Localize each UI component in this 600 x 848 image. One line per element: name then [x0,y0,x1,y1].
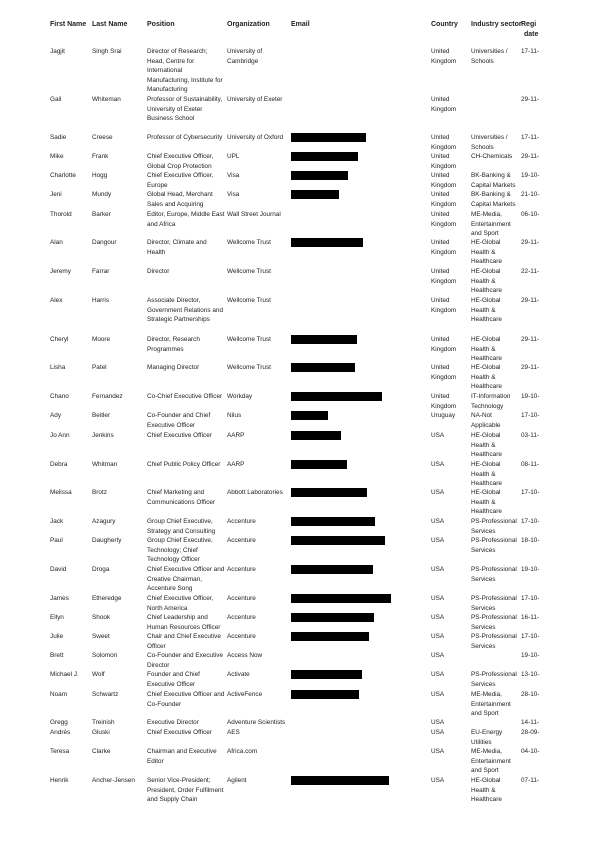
industry-sector-cell: PS-Professional Services [471,633,517,650]
position-cell: Professor of Cybersecurity [147,134,223,141]
position-cell: Chief Executive Officer, North America [147,595,214,612]
country-cell: USA [431,633,445,640]
first-name-cell: David [50,566,67,573]
registration-date-cell: 17-10- [521,518,540,525]
redaction-bar [291,190,339,199]
redaction-bar [291,411,328,420]
first-name-cell: Jack [50,518,64,525]
last-name-cell: Harris [92,297,110,304]
header-date-line2: date [524,31,539,38]
industry-sector-cell: ME-Media, Entertainment and Sport [471,211,511,238]
position-cell: Chief Leadership and Human Resources Officer [147,614,221,631]
redaction-bar [291,460,347,469]
first-name-cell: Ellyn [50,614,64,621]
position-cell: Director, Climate and Health [147,239,207,256]
industry-sector-cell: HE-Global Health & Healthcare [471,239,502,266]
header-industry-sector: Industry sector [471,21,522,28]
last-name-cell: Moore [92,336,111,343]
last-name-cell: Fernandez [92,393,123,400]
country-cell: USA [431,461,445,468]
first-name-cell: Chano [50,393,69,400]
industry-sector-cell: EU-Energy Utilities [471,729,503,746]
country-cell: United Kingdom [431,153,457,170]
redaction-bar [291,776,389,785]
industry-sector-cell: PS-Professional Services [471,595,517,612]
registration-date-cell: 22-11- [521,268,539,275]
first-name-cell: Gregg [50,719,68,726]
header-country: Country [431,21,458,28]
country-cell: United Kingdom [431,48,457,65]
redaction-bar [291,488,367,497]
industry-sector-cell: PS-Professional Services [471,566,517,583]
registration-date-cell: 17-10- [521,489,540,496]
registration-date-cell: 17-10- [521,595,540,602]
redaction-bar [291,632,369,641]
organization-cell: UPL [227,153,240,160]
country-cell: USA [431,748,445,755]
country-cell: United Kingdom [431,211,457,228]
position-cell: Chief Executive Officer, Global Crop Protection [147,153,214,170]
industry-sector-cell: HE-Global Health & Healthcare [471,777,502,804]
registration-date-cell: 18-10- [521,537,540,544]
redaction-bar [291,517,375,526]
organization-cell: Workday [227,393,253,400]
redaction-bar [291,613,374,622]
organization-cell: University of Exeter [227,96,283,103]
country-cell: United Kingdom [431,297,457,314]
industry-sector-cell: PS-Professional Services [471,537,517,554]
industry-sector-cell: ME-Media, Entertainment and Sport [471,748,511,775]
industry-sector-cell: CH-Chemicals [471,153,513,160]
last-name-cell: Brotz [92,489,107,496]
registration-date-cell: 19-10- [521,393,540,400]
redaction-bar [291,594,391,603]
country-cell: United Kingdom [431,134,457,151]
country-cell: United Kingdom [431,364,457,381]
position-cell: Associate Director, Government Relations and Strategic Partnerships [147,297,224,324]
organization-cell: Visa [227,172,240,179]
last-name-cell: Jenkins [92,432,114,439]
last-name-cell: Shook [92,614,111,621]
registration-date-cell: 19-10- [521,172,540,179]
country-cell: USA [431,652,445,659]
position-cell: Group Chief Executive, Technology; Chief Technology Officer [147,537,213,564]
redaction-bar [291,335,357,344]
redaction-bar [291,690,359,699]
redaction-bar [291,363,355,372]
registration-date-cell: 21-10- [521,191,540,198]
header-registration-date [521,20,551,40]
registration-date-cell: 28-09- [521,729,540,736]
first-name-cell: Jagjit [50,48,65,55]
position-cell: Chief Executive Officer [147,432,212,439]
first-name-cell: Gail [50,96,62,103]
industry-sector-cell: PS-Professional Services [471,671,517,688]
position-cell: Group Chief Executive, Strategy and Consulting [147,518,216,535]
first-name-cell: Brett [50,652,64,659]
redaction-bar [291,238,363,247]
last-name-cell: Gluski [92,729,110,736]
registration-date-cell: 29-11- [521,153,539,160]
position-cell: Co-Chief Executive Officer [147,393,223,400]
industry-sector-cell: BK-Banking & Capital Markets [471,172,516,189]
registration-date-cell: 29-11- [521,96,539,103]
organization-cell: Accenture [227,537,256,544]
organization-cell: Wall Street Journal [227,211,281,218]
last-name-cell: Clarke [92,748,111,755]
redaction-bar [291,152,358,161]
country-cell: United Kingdom [431,268,457,285]
redaction-bar [291,392,382,401]
country-cell: USA [431,595,445,602]
first-name-cell: Melissa [50,489,72,496]
organization-cell: Accenture [227,614,256,621]
last-name-cell: Solomon [92,652,118,659]
organization-cell: Visa [227,191,240,198]
organization-cell: Accenture [227,633,256,640]
position-cell: Chief Executive Officer and Co-Founder [147,691,225,708]
first-name-cell: Debra [50,461,68,468]
redaction-bar [291,536,385,545]
registration-date-cell: 29-11- [521,336,539,343]
position-cell: Co-Founder and Executive Director [147,652,224,669]
position-cell: Professor of Sustainability, University of Exeter Business School [147,96,223,123]
country-cell: United Kingdom [431,336,457,353]
registration-date-cell: 08-11- [521,461,539,468]
position-cell: Chair and Chief Executive Officer [147,633,221,650]
organization-cell: Abbott Laboratories [227,489,283,496]
organization-cell: Activate [227,671,250,678]
redaction-bar [291,670,362,679]
header-email: Email [291,21,310,28]
country-cell: USA [431,729,445,736]
last-name-cell: Etheredge [92,595,122,602]
country-cell: United Kingdom [431,191,457,208]
industry-sector-cell: PS-Professional Services [471,614,517,631]
header-last-name: Last Name [92,21,128,28]
redaction-bar [291,431,341,440]
country-cell: USA [431,518,445,525]
position-cell: Chief Public Policy Officer [147,461,221,468]
first-name-cell: Noam [50,691,68,698]
country-cell: USA [431,777,445,784]
registration-date-cell: 04-10- [521,748,540,755]
first-name-cell: Michael J. [50,671,79,678]
position-cell: Executive Director [147,719,199,726]
last-name-cell: Droga [92,566,110,573]
organization-cell: Access Now [227,652,263,659]
redaction-bar [291,171,348,180]
last-name-cell: Farrar [92,268,110,275]
organization-cell: Wellcome Trust [227,336,271,343]
last-name-cell: Frank [92,153,109,160]
organization-cell: Wellcome Trust [227,239,271,246]
last-name-cell: Sweet [92,633,110,640]
position-cell: Chief Executive Officer and Creative Chairman, Accenture Song [147,566,225,593]
position-cell: Chief Executive Officer, Europe [147,172,214,189]
position-cell: Director [147,268,170,275]
first-name-cell: Mike [50,153,64,160]
last-name-cell: Hogg [92,172,108,179]
registration-date-cell: 17-10- [521,412,540,419]
industry-sector-cell: HE-Global Health & Healthcare [471,268,502,295]
organization-cell: University of Cambridge [227,48,263,65]
organization-cell: Agilent [227,777,247,784]
organization-cell: Nilus [227,412,242,419]
industry-sector-cell: HE-Global Health & Healthcare [471,432,502,459]
organization-cell: Accenture [227,566,256,573]
last-name-cell: Schwartz [92,691,119,698]
header-position: Position [147,21,175,28]
country-cell: United Kingdom [431,96,457,113]
industry-sector-cell: Universities / Schools [471,48,508,65]
first-name-cell: Alan [50,239,63,246]
registration-date-cell: 19-10- [521,652,540,659]
organization-cell: Wellcome Trust [227,364,271,371]
position-cell: Director, Research Programmes [147,336,200,353]
first-name-cell: Teresa [50,748,70,755]
last-name-cell: Treinish [92,719,115,726]
last-name-cell: Wolf [92,671,105,678]
first-name-cell: Cheryl [50,336,69,343]
organization-cell: AES [227,729,240,736]
position-cell: Editor, Europe, Middle East and Africa [147,211,225,228]
last-name-cell: Creese [92,134,113,141]
last-name-cell: Beitler [92,412,111,419]
last-name-cell: Patel [92,364,107,371]
last-name-cell: Whitman [92,461,118,468]
registration-date-cell: 29-11- [521,297,539,304]
registration-date-cell: 03-11- [521,432,539,439]
first-name-cell: Andrés [50,729,71,736]
country-cell: USA [431,537,445,544]
position-cell: Director of Research; Head, Centre for International Manufacturing, Institute for Manufacturing [147,48,223,94]
country-cell: USA [431,614,445,621]
first-name-cell: Charlotte [50,172,76,179]
organization-cell: ActiveFence [227,691,263,698]
country-cell: USA [431,489,445,496]
organization-cell: Accenture [227,518,256,525]
industry-sector-cell: PS-Professional Services [471,518,517,535]
position-cell: Chief Marketing and Communications Officer [147,489,216,506]
registration-date-cell: 14-11- [521,719,539,726]
industry-sector-cell: HE-Global Health & Healthcare [471,336,502,363]
organization-cell: Wellcome Trust [227,297,271,304]
organization-cell: AARP [227,432,245,439]
industry-sector-cell: ME-Media, Entertainment and Sport [471,691,511,718]
first-name-cell: Jeni [50,191,62,198]
last-name-cell: Azagury [92,518,116,525]
header-date-line1: Regi [521,21,537,28]
last-name-cell: Mundy [92,191,112,198]
industry-sector-cell: NA-Not Applicable [471,412,501,429]
last-name-cell: Ancher-Jensen [92,777,135,784]
first-name-cell: Sadie [50,134,67,141]
country-cell: USA [431,671,445,678]
country-cell: USA [431,719,445,726]
registration-date-cell: 07-11- [521,777,539,784]
country-cell: USA [431,432,445,439]
industry-sector-cell: HE-Global Health & Healthcare [471,461,502,488]
registration-date-cell: 17-10- [521,633,540,640]
first-name-cell: Paul [50,537,63,544]
registration-date-cell: 17-11- [521,134,539,141]
last-name-cell: Daugherty [92,537,122,544]
country-cell: United Kingdom [431,172,457,189]
first-name-cell: Henrik [50,777,69,784]
industry-sector-cell: HE-Global Health & Healthcare [471,297,502,324]
industry-sector-cell: BK-Banking & Capital Markets [471,191,516,208]
position-cell: Senior Vice-President; President, Order Fulfilment and Supply Chain [147,777,224,804]
country-cell: United Kingdom [431,393,457,410]
industry-sector-cell: Universities / Schools [471,134,508,151]
last-name-cell: Dangour [92,239,117,246]
organization-cell: University of Oxford [227,134,284,141]
country-cell: USA [431,691,445,698]
first-name-cell: Julie [50,633,64,640]
position-cell: Chief Executive Officer [147,729,212,736]
position-cell: Global Head, Merchant Sales and Acquiring [147,191,213,208]
position-cell: Managing Director [147,364,200,371]
registration-date-cell: 29-11- [521,364,539,371]
industry-sector-cell: IT-Information Technology [471,393,511,410]
registration-date-cell: 06-10- [521,211,540,218]
registration-date-cell: 29-11- [521,239,539,246]
position-cell: Founder and Chief Executive Officer [147,671,200,688]
header-first-name: First Name [50,21,87,28]
first-name-cell: Alex [50,297,63,304]
industry-sector-cell: HE-Global Health & Healthcare [471,489,502,516]
country-cell: Uruguay [431,412,456,419]
organization-cell: Accenture [227,595,256,602]
industry-sector-cell: HE-Global Health & Healthcare [471,364,502,391]
registration-date-cell: 17-11- [521,48,539,55]
organization-cell: AARP [227,461,245,468]
first-name-cell: Jeremy [50,268,71,275]
first-name-cell: Lisha [50,364,66,371]
redaction-bar [291,565,373,574]
organization-cell: Wellcome Trust [227,268,271,275]
first-name-cell: James [50,595,69,602]
last-name-cell: Whiteman [92,96,121,103]
redaction-bar [291,133,366,142]
first-name-cell: Ady [50,412,62,419]
registration-date-cell: 19-10- [521,566,540,573]
last-name-cell: Singh Srai [92,48,122,55]
country-cell: United Kingdom [431,239,457,256]
position-cell: Chairman and Executive Editor [147,748,217,765]
registration-date-cell: 28-10- [521,691,540,698]
first-name-cell: Thorold [50,211,72,218]
registration-date-cell: 13-10- [521,671,540,678]
first-name-cell: Jo Ann [50,432,70,439]
country-cell: USA [431,566,445,573]
header-organization: Organization [227,21,270,28]
organization-cell: Adventure Scientists [227,719,286,726]
organization-cell: Africa.com [227,748,258,755]
position-cell: Co-Founder and Chief Executive Officer [147,412,211,429]
last-name-cell: Barker [92,211,111,218]
registration-date-cell: 16-11- [521,614,539,621]
